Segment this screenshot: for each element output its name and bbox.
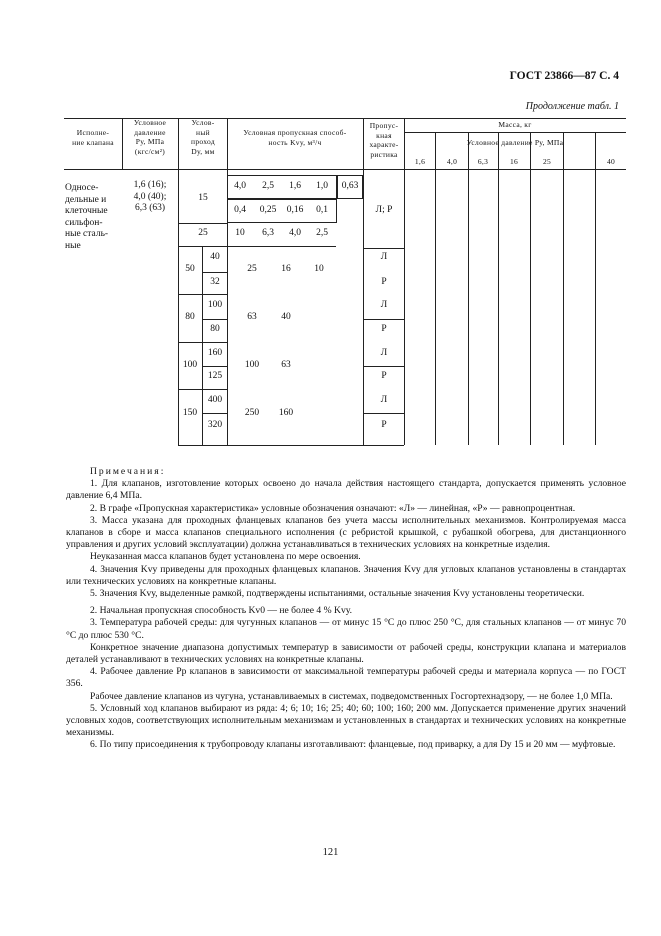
page-number: 121: [322, 847, 339, 858]
item-4b: Рабочее давление клапанов из чугуна, устанавливаемых в системах, подведомственных Госгортехнадзору, — не более 1,0 МПа.: [90, 690, 613, 702]
kv-cell: 100: [244, 360, 260, 370]
kv-cell: 80: [210, 324, 220, 334]
dn-80: 80: [185, 312, 195, 322]
characteristic-r: Р: [381, 324, 387, 334]
valve-table: [64, 118, 626, 445]
kv-cell: 10: [314, 264, 324, 274]
dn-150: 150: [182, 408, 198, 418]
header-execution: Исполне- ние клапана: [72, 128, 114, 147]
kv-cell: 0,4: [234, 205, 246, 215]
kv-cell: 0,63: [341, 181, 359, 191]
header-passage: Услов- ный проход Dу, мм: [191, 118, 215, 156]
kv-cell: 320: [207, 420, 223, 430]
characteristic-r: Р: [381, 420, 387, 430]
kv-cell: 40: [210, 252, 220, 262]
dn-100: 100: [182, 360, 198, 370]
execution-value: Односе- дельные и клеточные сильфон- ные сталь- ные: [65, 183, 109, 251]
kv-cell: 25: [247, 264, 257, 274]
kv-cell: 160: [278, 408, 294, 418]
kv-cell: 2,5: [262, 181, 274, 191]
kv-cell: 0,1: [316, 205, 328, 215]
dn-50: 50: [185, 264, 195, 274]
pressure-value: 1,6 (16); 4,0 (40); 6,3 (63): [133, 180, 167, 213]
kv-cell: 10: [235, 228, 245, 238]
kv-cell: 100: [207, 300, 223, 310]
notes-title: Примечания:: [90, 466, 166, 477]
note-3b: Неуказанная масса клапанов будет установлена по мере освоения.: [90, 551, 361, 563]
table-continuation-label: Продолжение табл. 1: [525, 101, 619, 112]
mass-col-6: 40: [606, 157, 616, 166]
kv-cell: 160: [207, 348, 223, 358]
notes-section: [66, 466, 626, 752]
header-capacity: Условная пропускная способ- ность Kvу, м³/ч: [243, 128, 347, 147]
item-4: 4. Рабочее давление Pр клапанов в зависимости от максимальной температуры рабочей среды и материала корпуса — по ГОСТ 356.: [66, 666, 626, 690]
kv-cell: 32: [210, 277, 220, 287]
header-throughput: Пропус- кная характе- ристика: [369, 121, 399, 159]
kv-cell: 6,3: [262, 228, 274, 238]
characteristic-r: Р: [381, 277, 387, 287]
kv-cell: 40: [281, 312, 291, 322]
mass-col-4: 16: [509, 157, 519, 166]
characteristic-r: Р: [381, 371, 387, 381]
header-mass: Масса, кг: [498, 120, 532, 129]
header-pressure: Условное давление Pу, МПа (кгс/см²): [133, 118, 167, 156]
kv-cell: 0,25: [259, 205, 277, 215]
kv-cell: 4,0: [234, 181, 246, 191]
characteristic-l: Л: [380, 348, 388, 358]
item-3b: Конкретное значение диапазона допустимых температур в зависимости от рабочей среды, конструкции клапана и материалов деталей устанавливают в технических условиях на конкретные клапаны.: [66, 641, 626, 666]
kv-cell: 125: [207, 371, 223, 381]
note-2: 2. В графе «Пропускная характеристика» условные обозначения означают: «Л» — линейная, «Р» — равнопроцентная.: [90, 502, 576, 514]
dn-25: 25: [198, 228, 208, 238]
note-3: 3. Масса указана для проходных фланцевых клапанов без учета массы исполнительных механизмов. Контролируемая масса клапанов в сборе и масса клапанов специального исполнения (с ребристой крышкой, с рубашкой обогрева, для дистанционного управления и других условий эксплуатации) должна устанавливаться в технических условиях на конкретные изделия.: [66, 514, 626, 551]
kv-cell: 0,16: [286, 205, 304, 215]
kv-cell: 4,0: [289, 228, 301, 238]
kv-cell: 400: [207, 395, 223, 405]
kv-cell: 16: [281, 264, 291, 274]
characteristic-l: Л: [380, 300, 388, 310]
kv-cell: 1,6: [289, 181, 301, 191]
header-mass-pressure: Условное давление Pу, МПа: [466, 138, 564, 147]
item-3: 3. Температура рабочей среды: для чугунных клапанов — от минус 15 °С до плюс 250 °С, для стальных клапанов — от минус 70 °С до плюс 530 °С.: [66, 617, 626, 641]
kv-cell: 2,5: [316, 228, 328, 238]
note-1: 1. Для клапанов, изготовление которых освоено до начала действия настоящего стандарта, допускается применять условное давление 6,4 МПа.: [66, 478, 626, 502]
mass-col-2: 4,0: [446, 157, 458, 166]
characteristic-lr: Л; Р: [375, 205, 393, 215]
mass-col-3: 6,3: [477, 157, 489, 166]
item-6: 6. По типу присоединения к трубопроводу клапаны изготавливают: фланцевые, под приварку, а для Dу 15 и 20 мм — муфтовые.: [90, 739, 616, 751]
document-header: ГОСТ 23866—87 С. 4: [509, 70, 619, 82]
item-2: 2. Начальная пропускная способность Kv0 — не более 4 % Kvу.: [90, 605, 352, 617]
note-5: 5. Значения Kvу, выделенные рамкой, подтверждены испытаниями, остальные значения Kvу установлены теоретически.: [90, 588, 585, 600]
item-5: 5. Условный ход клапанов выбирают из ряда: 4; 6; 10; 16; 25; 40; 60; 100; 160; 200 мм. Допускается применение других значений условных ходов, соответствующих исполнительным механизмам и установленных в стандартах и технических условиях на конкретные механизмы.: [66, 702, 626, 739]
note-4: 4. Значения Kvу приведены для проходных фланцевых клапанов. Значения Kvу для угловых клапанов установлены в стандартах или технических условиях на конкретные клапаны.: [66, 563, 626, 587]
characteristic-l: Л: [380, 395, 388, 405]
kv-cell: 63: [281, 360, 291, 370]
kv-cell: 63: [247, 312, 257, 322]
characteristic-l: Л: [380, 252, 388, 262]
dn-15: 15: [198, 193, 208, 203]
mass-col-5: 25: [542, 157, 552, 166]
mass-col-1: 1,6: [414, 157, 426, 166]
kv-cell: 1,0: [316, 181, 328, 191]
kv-cell: 250: [244, 408, 260, 418]
